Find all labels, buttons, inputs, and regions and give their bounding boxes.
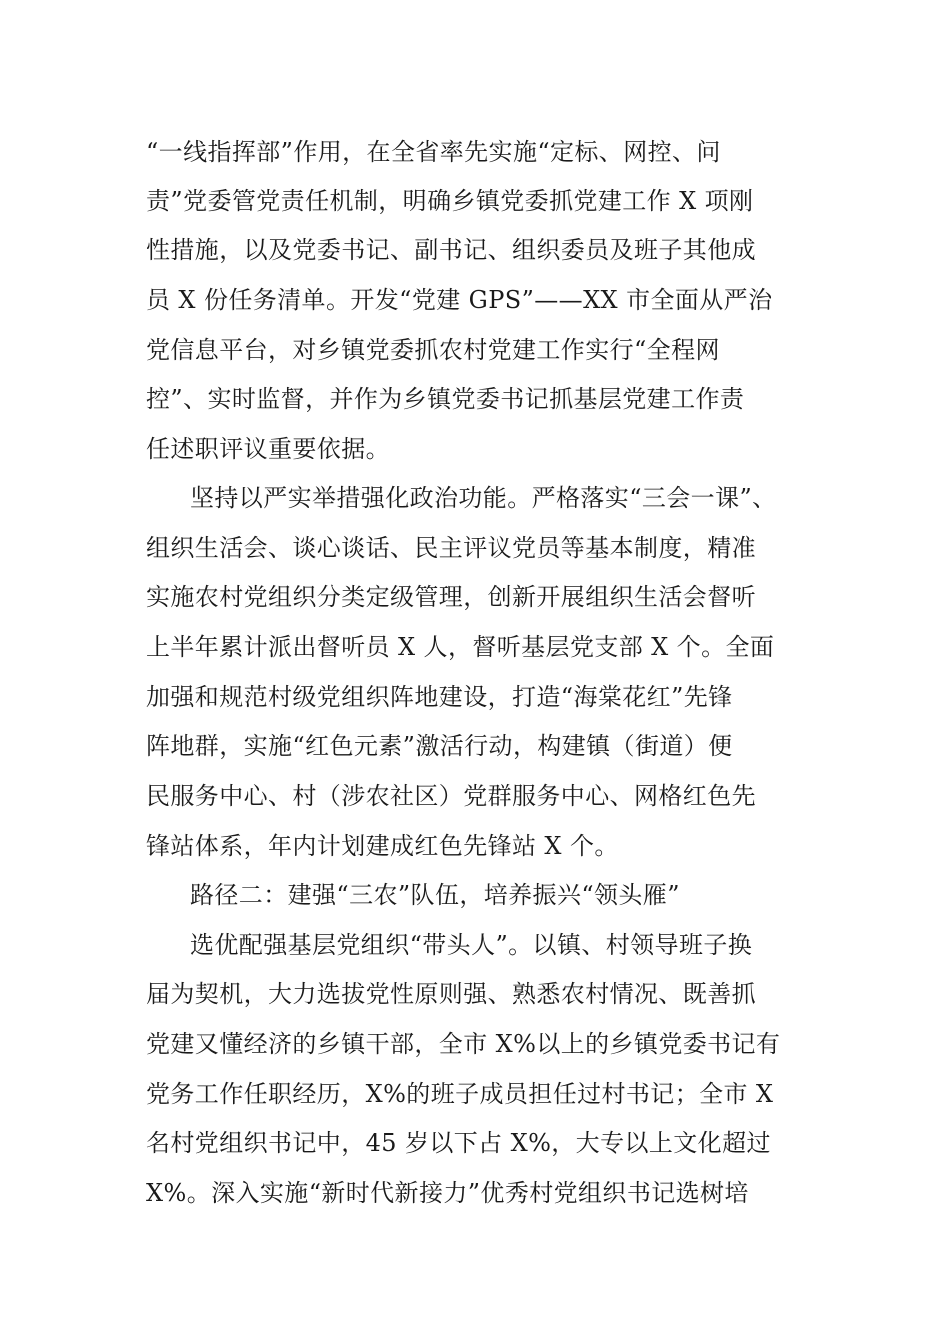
text-line: 加强和规范村级党组织阵地建设，打造“海棠花红”先锋 <box>146 683 733 711</box>
section-heading: 路径二：建强“三农”队伍，培养振兴“领头雁” <box>190 881 680 909</box>
text-line: 民服务中心、村（涉农社区）党群服务中心、网格红色先 <box>146 782 756 810</box>
text-line: 控”、实时监督，并作为乡镇党委书记抓基层党建工作责 <box>146 385 745 413</box>
text-line: 任述职评议重要依据。 <box>146 435 390 463</box>
paragraph-first-line: 坚持以严实举措强化政治功能。严格落实“三会一课”、 <box>190 484 777 512</box>
text-line: 党务工作任职经历，X%的班子成员担任过村书记；全市 X <box>146 1080 774 1108</box>
text-line: 党建又懂经济的乡镇干部，全市 X%以上的乡镇党委书记有 <box>146 1030 781 1058</box>
paragraph-first-line: 选优配强基层党组织“带头人”。以镇、村领导班子换 <box>190 931 753 959</box>
text-line: 责”党委管党责任机制，明确乡镇党委抓党建工作 X 项刚 <box>146 187 754 215</box>
text-line: 实施农村党组织分类定级管理，创新开展组织生活会督听 <box>146 583 756 611</box>
text-line: 组织生活会、谈心谈话、民主评议党员等基本制度，精准 <box>146 534 756 562</box>
text-line: 性措施，以及党委书记、副书记、组织委员及班子其他成 <box>146 236 756 264</box>
text-line: X%。深入实施“新时代新接力”优秀村党组织书记选树培 <box>146 1179 749 1207</box>
text-line: 阵地群，实施“红色元素”激活行动，构建镇（街道）便 <box>146 732 733 760</box>
text-line: 员 X 份任务清单。开发“党建 GPS”——XX 市全面从严治 <box>146 286 773 314</box>
text-line: 名村党组织书记中，45 岁以下占 X%，大专以上文化超过 <box>146 1129 771 1157</box>
text-line: 上半年累计派出督听员 X 人，督听基层党支部 X 个。全面 <box>146 633 775 661</box>
text-line: 届为契机，大力选拔党性原则强、熟悉农村情况、既善抓 <box>146 980 756 1008</box>
text-line: 党信息平台，对乡镇党委抓农村党建工作实行“全程网 <box>146 336 720 364</box>
text-line: 锋站体系，年内计划建成红色先锋站 X 个。 <box>146 832 619 860</box>
text-line: “一线指挥部”作用，在全省率先实施“定标、网控、问 <box>146 138 721 166</box>
